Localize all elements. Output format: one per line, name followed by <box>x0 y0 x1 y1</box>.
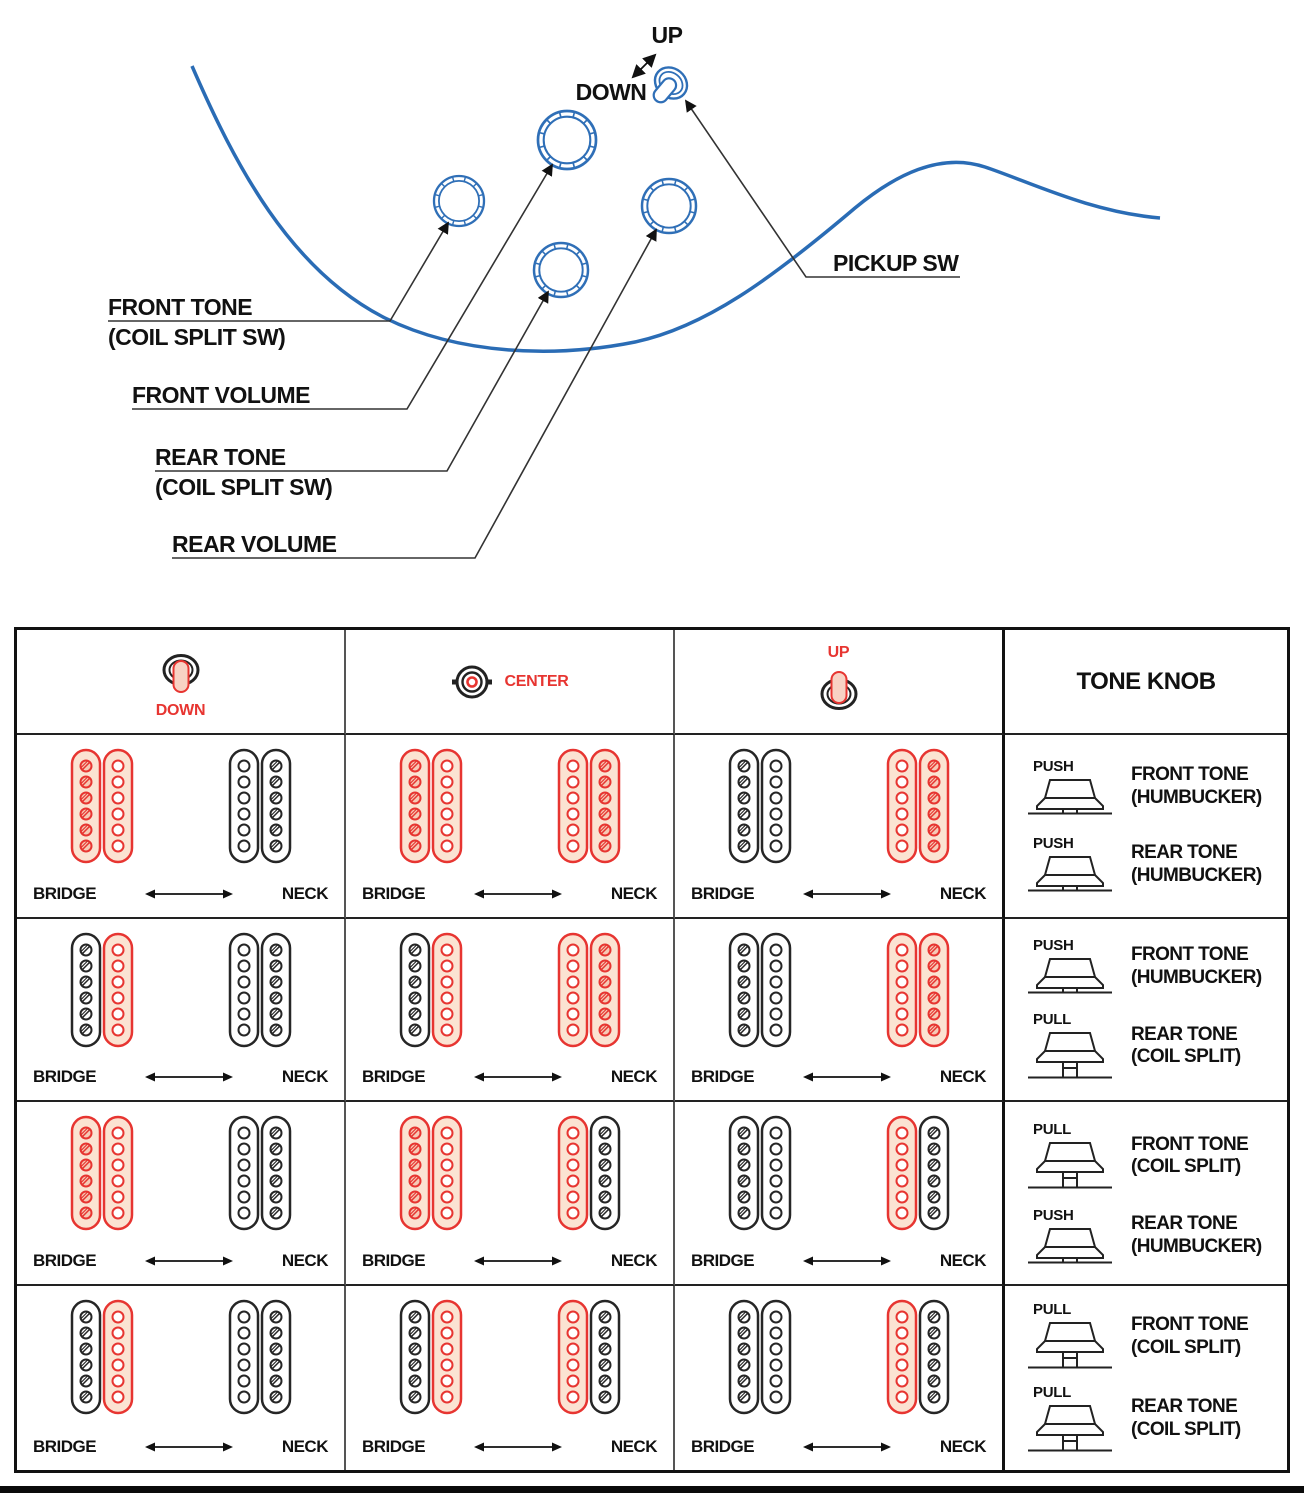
neck-label: NECK <box>939 1251 986 1271</box>
neck-label: NECK <box>281 883 328 903</box>
pickup-switch-icon <box>643 61 693 112</box>
bridge-pickup-icon <box>70 748 134 865</box>
header-center-label: CENTER <box>504 672 569 690</box>
front-volume-knob-icon <box>538 111 596 169</box>
tone-knob-entry <box>1005 835 1287 894</box>
toggle-switch-down-icon <box>157 644 205 700</box>
knob-action-label: PULL <box>1033 1301 1071 1319</box>
neck-label: NECK <box>939 1436 986 1456</box>
cell-row4-center <box>346 1286 675 1470</box>
front-tone-label: FRONT TONE <box>108 294 253 320</box>
toggle-switch-up-icon <box>815 664 863 720</box>
bridge-neck-arrow <box>801 1071 893 1083</box>
neck-label: NECK <box>281 1067 328 1087</box>
rear-volume-knob-icon <box>642 179 696 233</box>
bridge-neck-arrow <box>472 1071 564 1083</box>
bridge-pickup-icon <box>399 748 463 865</box>
rear-tone-label: REAR TONE <box>155 444 286 470</box>
bridge-pickup-icon <box>70 1115 134 1232</box>
tone-knob-push-icon <box>1024 854 1116 894</box>
tone-knob-push-icon <box>1024 777 1116 817</box>
bridge-label: BRIDGE <box>691 1067 755 1087</box>
bridge-pickup-icon <box>728 1299 792 1416</box>
tone-knob-pull-icon <box>1024 1320 1116 1372</box>
bridge-label: BRIDGE <box>33 883 97 903</box>
tone-knob-entry <box>1005 1384 1287 1455</box>
tone-knob-push-icon <box>1024 956 1116 996</box>
tone-knob-entry <box>1005 758 1287 817</box>
knob-action-label: PUSH <box>1033 835 1074 853</box>
tone-function-label: FRONT TONE (COIL SPLIT) <box>1131 1133 1249 1178</box>
neck-label: NECK <box>281 1436 328 1456</box>
neck-label: NECK <box>610 1067 657 1087</box>
header-switch-center <box>346 630 675 735</box>
neck-label: NECK <box>939 883 986 903</box>
bridge-neck-arrow <box>143 888 235 900</box>
tone-function-label: FRONT TONE (HUMBUCKER) <box>1131 764 1262 809</box>
cell-row1-tone <box>1005 735 1287 919</box>
knob-action-label: PULL <box>1033 1120 1071 1138</box>
bridge-pickup-icon <box>728 748 792 865</box>
guitar-body-outline <box>192 66 1160 351</box>
bridge-neck-arrow <box>143 1071 235 1083</box>
knob-action-label: PUSH <box>1033 937 1074 955</box>
cell-row2-down <box>17 919 346 1103</box>
tone-knob-pull-icon <box>1024 1030 1116 1082</box>
rear-tone-sub-label: (COIL SPLIT SW) <box>155 474 333 500</box>
cell-row1-up <box>675 735 1005 919</box>
neck-pickup-icon <box>228 1299 292 1416</box>
neck-label: NECK <box>610 1251 657 1271</box>
guitar-controls-diagram <box>0 0 1304 625</box>
neck-pickup-icon <box>228 932 292 1049</box>
bridge-label: BRIDGE <box>691 1251 755 1271</box>
tone-knob-pull-icon <box>1024 1140 1116 1192</box>
bridge-neck-arrow <box>472 1255 564 1267</box>
neck-pickup-icon <box>886 748 950 865</box>
neck-label: NECK <box>610 1436 657 1456</box>
neck-label: NECK <box>610 883 657 903</box>
rear-volume-label: REAR VOLUME <box>172 531 337 557</box>
rear-tone-knob-icon <box>534 243 588 297</box>
knob-action-label: PULL <box>1033 1010 1071 1028</box>
tone-knob-entry <box>1005 937 1287 996</box>
neck-pickup-icon <box>557 1299 621 1416</box>
bridge-neck-arrow <box>143 1441 235 1453</box>
tone-function-label: REAR TONE (COIL SPLIT) <box>1131 1396 1241 1440</box>
header-switch-up <box>675 630 1005 735</box>
tone-knob-entry <box>1005 1121 1287 1192</box>
neck-pickup-icon <box>886 1115 950 1232</box>
header-tone-knob <box>1005 630 1287 735</box>
bridge-label: BRIDGE <box>362 1436 426 1456</box>
tone-function-label: REAR TONE (HUMBUCKER) <box>1131 841 1262 886</box>
page-divider-bar <box>0 1486 1304 1493</box>
bridge-label: BRIDGE <box>362 883 426 903</box>
neck-pickup-icon <box>228 748 292 865</box>
bridge-label: BRIDGE <box>33 1251 97 1271</box>
bridge-neck-arrow <box>472 1441 564 1453</box>
cell-row3-down <box>17 1102 346 1286</box>
switch-down-label: DOWN <box>575 79 647 105</box>
neck-pickup-icon <box>886 932 950 1049</box>
pickup-sw-label: PICKUP SW <box>833 250 959 276</box>
front-volume-label: FRONT VOLUME <box>132 382 310 408</box>
neck-pickup-icon <box>557 932 621 1049</box>
front-tone-knob-icon <box>434 176 484 226</box>
neck-pickup-icon <box>886 1299 950 1416</box>
bridge-pickup-icon <box>399 1115 463 1232</box>
header-up-label: UP <box>827 643 850 661</box>
cell-row1-down <box>17 735 346 919</box>
cell-row4-up <box>675 1286 1005 1470</box>
neck-label: NECK <box>281 1251 328 1271</box>
toggle-switch-center-icon <box>451 661 493 703</box>
tone-function-label: REAR TONE (COIL SPLIT) <box>1131 1023 1241 1068</box>
neck-pickup-icon <box>228 1115 292 1232</box>
bridge-pickup-icon <box>70 1299 134 1416</box>
cell-row4-tone <box>1005 1286 1287 1470</box>
bridge-label: BRIDGE <box>691 883 755 903</box>
header-down-label: DOWN <box>155 701 206 719</box>
tone-knob-pull-icon <box>1024 1403 1116 1455</box>
knob-action-label: PUSH <box>1033 757 1074 775</box>
knob-action-label: PUSH <box>1033 1206 1074 1224</box>
bridge-neck-arrow <box>801 888 893 900</box>
tone-knob-entry <box>1005 1301 1287 1372</box>
up-down-arrow <box>633 55 655 77</box>
front-tone-sub-label: (COIL SPLIT SW) <box>108 324 286 350</box>
bridge-label: BRIDGE <box>362 1067 426 1087</box>
cell-row2-up <box>675 919 1005 1103</box>
tone-knob-header-label: TONE KNOB <box>1076 667 1216 695</box>
tone-function-label: REAR TONE (HUMBUCKER) <box>1131 1213 1262 1257</box>
header-switch-down <box>17 630 346 735</box>
knob-action-label: PULL <box>1033 1383 1071 1401</box>
bridge-label: BRIDGE <box>33 1436 97 1456</box>
bridge-pickup-icon <box>728 1115 792 1232</box>
switch-position-table <box>14 627 1290 1473</box>
neck-pickup-icon <box>557 748 621 865</box>
tone-function-label: FRONT TONE (COIL SPLIT) <box>1131 1313 1249 1358</box>
cell-row3-up <box>675 1102 1005 1286</box>
cell-row2-center <box>346 919 675 1103</box>
switch-up-label: UP <box>651 22 683 48</box>
bridge-label: BRIDGE <box>362 1251 426 1271</box>
bridge-pickup-icon <box>70 932 134 1049</box>
tone-knob-entry <box>1005 1207 1287 1266</box>
bridge-label: BRIDGE <box>33 1067 97 1087</box>
bridge-neck-arrow <box>801 1441 893 1453</box>
cell-row1-center <box>346 735 675 919</box>
tone-function-label: FRONT TONE (HUMBUCKER) <box>1131 943 1262 988</box>
bridge-neck-arrow <box>801 1255 893 1267</box>
front-volume-leader <box>132 165 552 409</box>
bridge-neck-arrow <box>143 1255 235 1267</box>
bridge-pickup-icon <box>399 932 463 1049</box>
cell-row3-tone <box>1005 1102 1287 1286</box>
bridge-pickup-icon <box>399 1299 463 1416</box>
bridge-label: BRIDGE <box>691 1436 755 1456</box>
cell-row2-tone <box>1005 919 1287 1103</box>
bridge-pickup-icon <box>728 932 792 1049</box>
neck-label: NECK <box>939 1067 986 1087</box>
tone-knob-push-icon <box>1024 1226 1116 1266</box>
cell-row3-center <box>346 1102 675 1286</box>
neck-pickup-icon <box>557 1115 621 1232</box>
tone-knob-entry <box>1005 1011 1287 1082</box>
bridge-neck-arrow <box>472 888 564 900</box>
cell-row4-down <box>17 1286 346 1470</box>
